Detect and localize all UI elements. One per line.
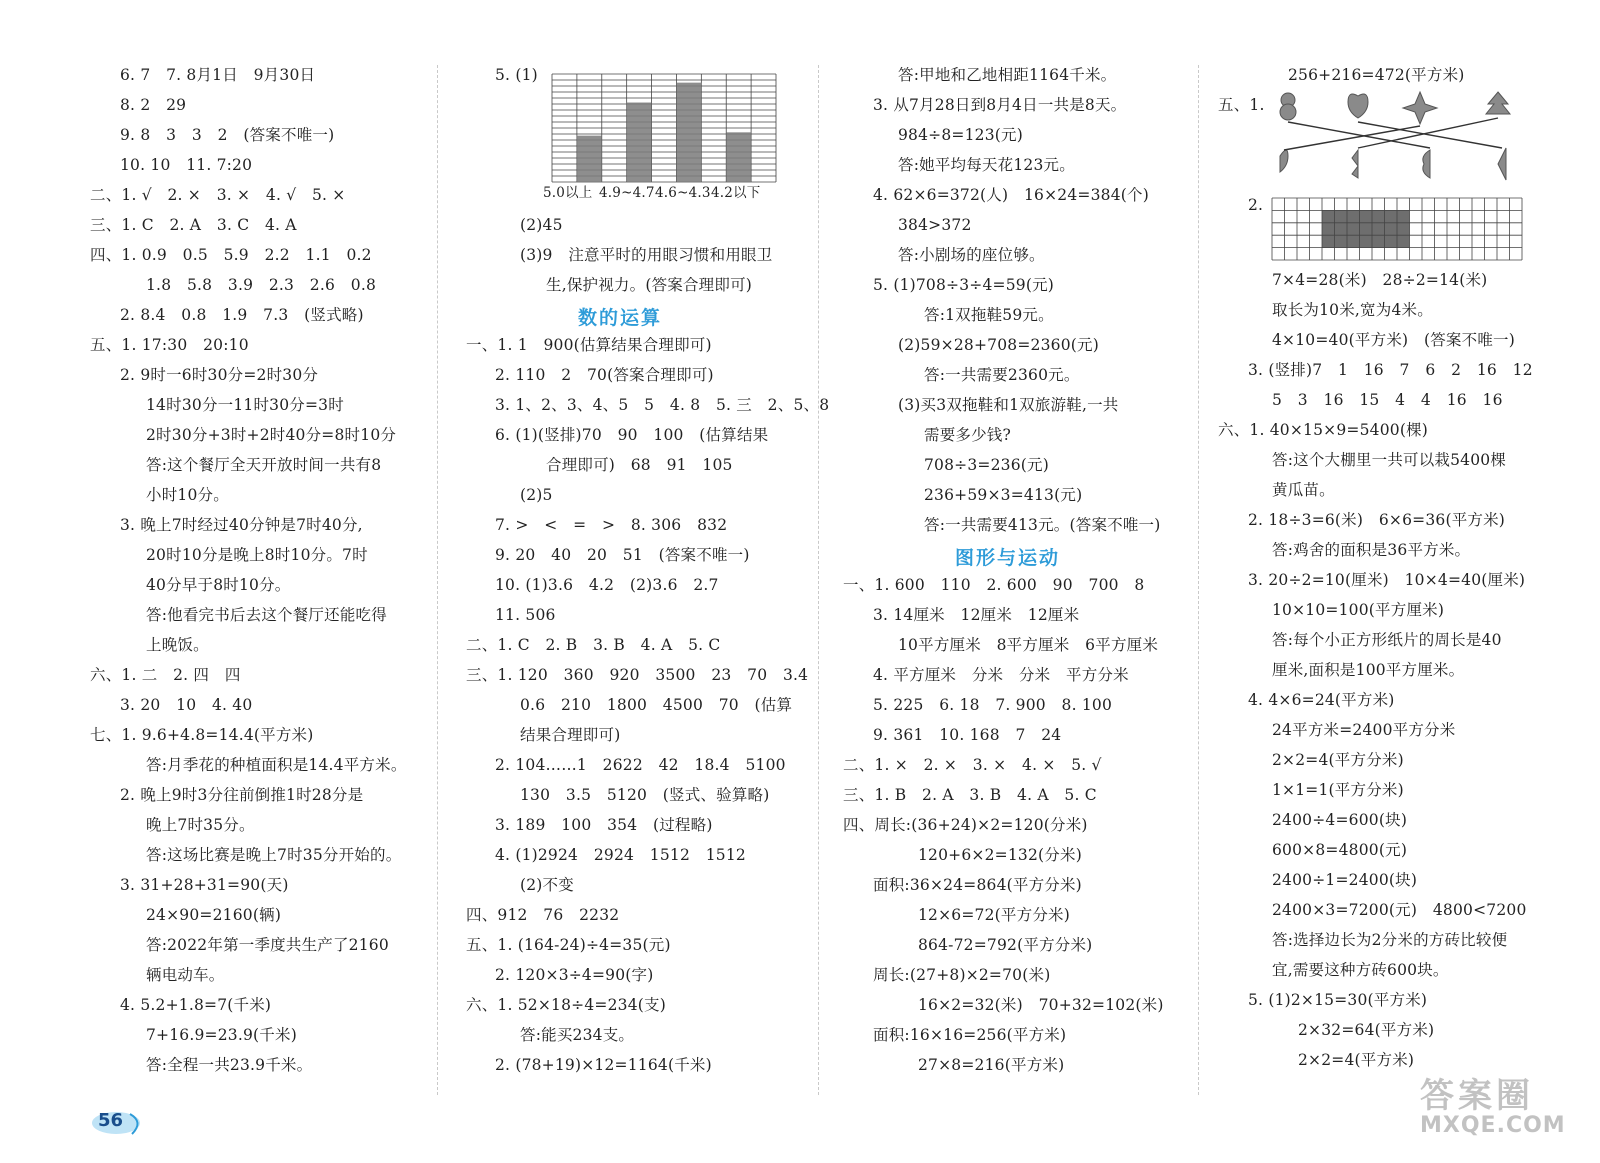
answer-line: 11. 506 [495,606,556,624]
answer-line: 面积:36×24=864(平方分米) [873,876,1082,894]
answer-line: 3. 14厘米 12厘米 12厘米 [873,606,1080,624]
answer-line: 600×8=4800(元) [1272,841,1408,859]
answer-line: 上晚饭。 [146,636,209,654]
answer-line: 二、1. √ 2. × 3. × 4. √ 5. × [90,186,346,204]
answer-line: 四、周长:(36+24)×2=120(分米) [843,816,1088,834]
answer-line: 708÷3=236(元) [924,456,1049,474]
column-divider [1198,65,1199,1095]
answer-line: 2. 120×3÷4=90(字) [495,966,654,984]
answer-line: 面积:16×16=256(平方米) [873,1026,1067,1044]
answer-line: 2. 晚上9时3分往前倒推1时28分是 [120,786,364,804]
answer-line: (3)9 注意平时的用眼习惯和用眼卫 [520,246,773,264]
answer-line: 需要多少钱? [924,426,1012,444]
answer-line: 4. 平方厘米 分米 分米 平方分米 [873,666,1129,684]
answer-line: 10×10=100(平方厘米) [1272,601,1445,619]
answer-line: 六、1. 40×15×9=5400(棵) [1218,421,1429,439]
chart-category-label: 4.2以下 [711,185,761,201]
answer-line: 27×8=216(平方米) [918,1056,1065,1074]
answer-line: 7×4=28(米) 28÷2=14(米) [1272,271,1488,289]
answer-line: 236+59×3=413(元) [924,486,1083,504]
answer-line: 四、1. 0.9 0.5 5.9 2.2 1.1 0.2 [90,246,372,264]
answer-line: 2时30分+3时+2时40分=8时10分 [146,426,397,444]
answer-line: 答:这场比赛是晚上7时35分开始的。 [146,846,402,864]
heart-shape-icon [1348,94,1368,118]
answer-line: 答:她平均每天花123元。 [898,156,1075,174]
answer-line: 10. 10 11. 7:20 [120,156,253,174]
answer-line: (2)59×28+708=2360(元) [898,336,1099,354]
answer-line: 5. (1) [495,66,538,84]
matching-lines [1284,118,1502,150]
answer-line: 384>372 [898,216,972,234]
answer-line: 3. 20 10 4. 40 [120,696,253,714]
half-tree-icon [1352,150,1358,178]
answer-line: 2×32=64(平方米) [1298,1021,1435,1039]
answer-line: 二、1. × 2. × 3. × 4. × 5. √ [843,756,1102,774]
answer-line: 4. 62×6=372(人) 16×24=384(个) [873,186,1149,204]
chart-bar [577,136,602,182]
answer-line: 生,保护视力。(答案合理即可) [546,276,753,294]
answer-line: 答:这个大棚里一共可以栽5400棵 [1272,451,1507,469]
answer-line: 答:能买234支。 [520,1026,635,1044]
answer-line: 晚上7时35分。 [146,816,255,834]
half-star-icon [1498,148,1506,180]
vision-bar-chart [548,72,780,184]
star-shape-icon [1403,92,1437,124]
answer-line: 一、1. 1 900(估算结果合理即可) [466,336,712,354]
chart-bars [577,83,751,182]
answer-line: (2)不变 [520,876,574,894]
column-divider [818,65,819,1095]
tree-shape-icon [1486,92,1510,114]
page-number: 56 [98,1110,124,1131]
section-title: 图形与运动 [955,547,1061,569]
answer-line: 3. (竖排)7 1 16 7 6 2 16 12 [1248,361,1533,379]
chart-bar [627,103,652,182]
answer-line: 答:2022年第一季度共生产了2160 [146,936,389,954]
answer-line: 2. 9时一6时30分=2时30分 [120,366,319,384]
answer-line: 4×10=40(平方米) (答案不唯一) [1272,331,1515,349]
half-gourd-icon [1280,150,1288,172]
answer-line: 24平方米=2400平方分米 [1272,721,1456,739]
answer-line: 10. (1)3.6 4.2 (2)3.6 2.7 [495,576,719,594]
answer-line: 10平方厘米 8平方厘米 6平方厘米 [898,636,1159,654]
answer-line: 6. 7 7. 8月1日 9月30日 [120,66,316,84]
answer-line: 2×2=4(平方分米) [1272,751,1404,769]
chart-category-label: 5.0以上 [543,185,593,201]
answer-line: 2. 104……1 2622 42 18.4 5100 [495,756,786,774]
answer-line: 5. (1)2×15=30(平方米) [1248,991,1428,1009]
answer-line: 4. 5.2+1.8=7(千米) [120,996,272,1014]
answer-line: 答:他看完书后去这个餐厅还能吃得 [146,606,387,624]
answer-line: 1.8 5.8 3.9 2.3 2.6 0.8 [146,276,377,294]
answer-line: 合理即可) 68 91 105 [546,456,733,474]
answer-line: 1×1=1(平方分米) [1272,781,1404,799]
answer-line: 2. 8.4 0.8 1.9 7.3 (竖式略) [120,306,364,324]
answer-line: 三、1. C 2. A 3. C 4. A [90,216,297,234]
answer-line: 9. 361 10. 168 7 24 [873,726,1062,744]
answer-line: 取长为10米,宽为4米。 [1272,301,1433,319]
answer-line: 七、1. 9.6+4.8=14.4(平方米) [90,726,314,744]
watermark [1420,1068,1566,1138]
answer-line: 小时10分。 [146,486,229,504]
answer-line: 五、1. (164-24)÷4=35(元) [466,936,671,954]
answer-line: 14时30分一11时30分=3时 [146,396,344,414]
answer-line: 5. 225 6. 18 7. 900 8. 100 [873,696,1113,714]
answer-line: 2×2=4(平方米) [1298,1051,1415,1069]
answer-line: 9. 8 3 3 2 (答案不唯一) [120,126,335,144]
answer-line: 4. 4×6=24(平方米) [1248,691,1395,709]
column-divider [437,65,438,1095]
chart-category-label: 4.9~4.7 [599,185,655,201]
answer-line: 12×6=72(平方分米) [918,906,1070,924]
answer-line: 五、1. [1218,96,1265,114]
section-title: 数的运算 [578,307,663,329]
answer-line: 厘米,面积是100平方厘米。 [1272,661,1465,679]
answer-line: 答:甲地和乙地相距1164千米。 [898,66,1117,84]
answer-line: 4. (1)2924 2924 1512 1512 [495,846,746,864]
answer-line: 3. 31+28+31=90(天) [120,876,289,894]
answer-line: 20时10分是晚上8时10分。7时 [146,546,368,564]
answer-line: 24×90=2160(辆) [146,906,282,924]
answer-line: 3. 1、2、3、4、5 5 4. 8 5. 三 2、5、8 [495,396,830,414]
half-heart-icon [1423,150,1430,178]
watermark-en: MXQE.COM [1420,1113,1566,1138]
answer-line: 5 3 16 15 4 4 16 16 [1272,391,1503,409]
answer-line: 2. 18÷3=6(米) 6×6=36(平方米) [1248,511,1506,529]
answer-line: (2)5 [520,486,553,504]
answer-line: 结果合理即可) [520,726,621,744]
answer-line: 3. 20÷2=10(厘米) 10×4=40(厘米) [1248,571,1526,589]
answer-line: 周长:(27+8)×2=70(米) [873,966,1051,984]
area-grid-figure [1270,197,1526,261]
answer-line: 3. 晚上7时经过40分钟是7时40分, [120,516,363,534]
answer-line: 2400×3=7200(元) 4800<7200 [1272,901,1527,919]
answer-line: 六、1. 52×18÷4=234(支) [466,996,666,1014]
answer-line: 答:这个餐厅全天开放时间一共有8 [146,456,382,474]
answer-line: 6. (1)(竖排)70 90 100 (估算结果 [495,426,769,444]
answer-line: 黄瓜苗。 [1272,481,1335,499]
answer-line: 四、912 76 2232 [466,906,620,924]
answer-line: 864-72=792(平方分米) [918,936,1093,954]
answer-line: 五、1. 17:30 20:10 [90,336,249,354]
answer-line: 答:全程一共23.9千米。 [146,1056,313,1074]
answer-line: 三、1. 120 360 920 3500 23 70 3.4 [466,666,809,684]
answer-line: 答:鸡舍的面积是36平方米。 [1272,541,1471,559]
answer-line: 答:月季花的种植面积是14.4平方米。 [146,756,407,774]
answer-line: 答:小剧场的座位够。 [898,246,1045,264]
chart-category-label: 4.6~4.3 [655,185,711,201]
answer-line: 宜,需要这种方砖600块。 [1272,961,1449,979]
answer-line: 7. > < = > 8. 306 832 [495,516,728,534]
answer-line: 二、1. C 2. B 3. B 4. A 5. C [466,636,721,654]
watermark-cn: 答案圈 [1420,1076,1534,1116]
answer-line: 3. 从7月28日到8月4日一共是8天。 [873,96,1127,114]
chart-bar [726,132,751,182]
answer-line: 答:一共需要413元。(答案不唯一) [924,516,1161,534]
answer-line: 2. (78+19)×12=1164(千米) [495,1056,712,1074]
answer-line: 答:选择边长为2分米的方砖比较便 [1272,931,1508,949]
answer-line: 答:每个小正方形纸片的周长是40 [1272,631,1502,649]
answer-line: 答:一共需要2360元。 [924,366,1080,384]
chart-bar [676,83,701,182]
answer-line: 2400÷4=600(块) [1272,811,1408,829]
answer-line: 984÷8=123(元) [898,126,1023,144]
shaded-rectangle [1322,210,1410,247]
answer-line: 8. 2 29 [120,96,187,114]
answer-line: 16×2=32(米) 70+32=102(米) [918,996,1164,1014]
answer-line: 120+6×2=132(分米) [918,846,1082,864]
shape-matching-figure [1270,88,1520,183]
answer-line: (2)45 [520,216,563,234]
answer-line: 0.6 210 1800 4500 70 (估算 [520,696,793,714]
answer-line: 2. 110 2 70(答案合理即可) [495,366,714,384]
answer-line: 7+16.9=23.9(千米) [146,1026,297,1044]
answer-line: 2. [1248,196,1264,214]
answer-line: 一、1. 600 110 2. 600 90 700 8 [843,576,1145,594]
answer-line: 三、1. B 2. A 3. B 4. A 5. C [843,786,1097,804]
answer-line: 2400÷1=2400(块) [1272,871,1418,889]
answer-line: 256+216=472(平方米) [1288,66,1465,84]
answer-line: 答:1双拖鞋59元。 [924,306,1054,324]
answer-line: 辆电动车。 [146,966,225,984]
answer-line: 9. 20 40 20 51 (答案不唯一) [495,546,750,564]
answer-line: 40分早于8时10分。 [146,576,291,594]
answer-line: (3)买3双拖鞋和1双旅游鞋,一共 [898,396,1119,414]
answer-line: 130 3.5 5120 (竖式、验算略) [520,786,770,804]
answer-line: 5. (1)708÷3÷4=59(元) [873,276,1055,294]
answer-line: 六、1. 二 2. 四 四 [90,666,241,684]
answer-line: 3. 189 100 354 (过程略) [495,816,713,834]
